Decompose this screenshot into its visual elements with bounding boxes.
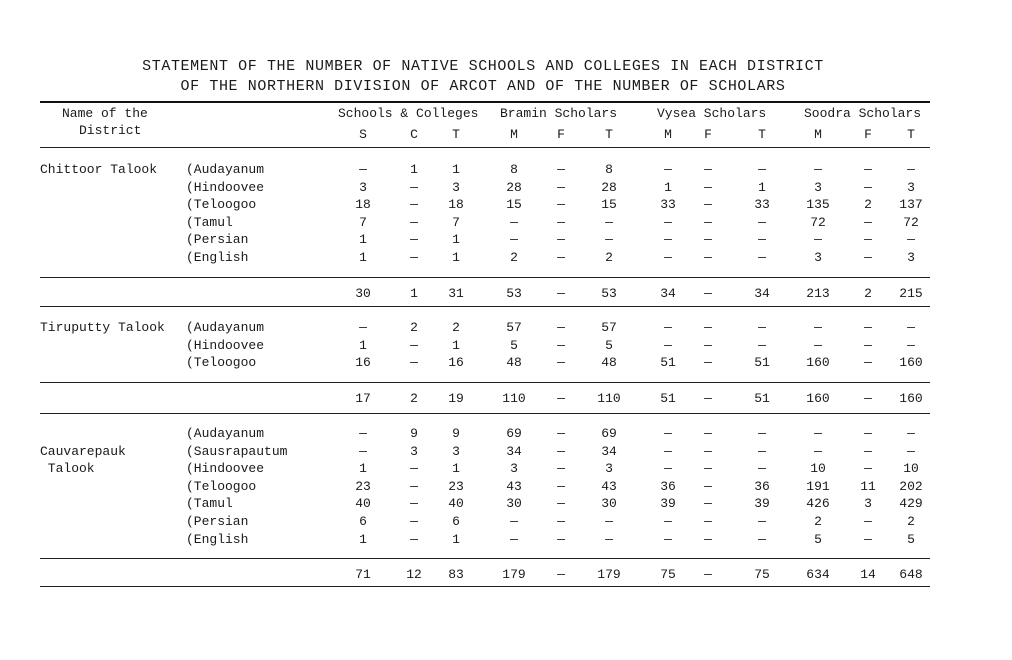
table-cell: — xyxy=(557,250,565,265)
total-cell: 53 xyxy=(506,286,522,301)
total-cell: 12 xyxy=(406,567,422,582)
header-subcol-m: M xyxy=(664,127,672,142)
row-language-label: (Audayanum xyxy=(186,162,265,177)
header-subcol-f: F xyxy=(557,127,565,142)
table-cell: — xyxy=(758,426,766,441)
table-cell: — xyxy=(704,337,712,353)
table-cell: 40 xyxy=(355,496,371,512)
table-cell: 7 xyxy=(452,214,460,230)
table-cell: 1 xyxy=(758,179,766,195)
header-subcol-t: T xyxy=(758,127,766,142)
row-language-label: (Teloogoo xyxy=(186,478,257,494)
total-cell: 110 xyxy=(502,391,526,406)
row-language-label: (Teloogoo xyxy=(186,355,257,371)
total-cell: 215 xyxy=(899,286,923,301)
table-cell: 1 xyxy=(359,250,367,265)
row-language-label: (Audayanum xyxy=(186,426,265,441)
table-cell: — xyxy=(557,179,565,195)
total-cell: 75 xyxy=(754,567,770,582)
table-cell: 3 xyxy=(452,179,460,195)
header-subcol-f: F xyxy=(704,127,712,142)
table-cell: — xyxy=(664,320,672,335)
table-cell: — xyxy=(410,250,418,265)
table-cell: — xyxy=(557,496,565,512)
table-cell: — xyxy=(758,232,766,248)
table-cell: 34 xyxy=(601,443,617,459)
table-cell: — xyxy=(605,232,613,248)
table-cell: 7 xyxy=(359,214,367,230)
table-cell: 3 xyxy=(907,179,915,195)
table-cell: 1 xyxy=(359,531,367,547)
table-cell: — xyxy=(704,496,712,512)
table-cell: — xyxy=(359,443,367,459)
table-cell: — xyxy=(758,214,766,230)
row-language-label: (Persian xyxy=(186,232,249,248)
total-cell: 51 xyxy=(754,391,770,406)
total-cell: — xyxy=(704,391,712,406)
table-cell: — xyxy=(704,250,712,265)
table-cell: — xyxy=(410,496,418,512)
table-cell: 3 xyxy=(510,461,518,477)
total-cell: 160 xyxy=(806,391,830,406)
table-cell: — xyxy=(864,320,872,335)
table-cell: — xyxy=(814,337,822,353)
total-cell: 160 xyxy=(899,391,923,406)
table-cell: — xyxy=(864,461,872,477)
table-cell: — xyxy=(704,514,712,529)
document-title-line-2: OF THE NORTHERN DIVISION OF ARCOT AND OF THE NUMBER OF SCHOLARS xyxy=(180,78,786,95)
row-language-label: (Persian xyxy=(186,514,249,529)
district-name: Tiruputty Talook xyxy=(40,320,165,335)
total-cell: — xyxy=(864,391,872,406)
table-cell: 10 xyxy=(903,461,919,477)
table-cell: — xyxy=(557,214,565,230)
table-cell: — xyxy=(664,514,672,529)
table-cell: — xyxy=(864,355,872,371)
table-cell: — xyxy=(664,426,672,441)
table-cell: — xyxy=(864,531,872,547)
table-cell: 33 xyxy=(754,197,770,213)
table-cell: 2 xyxy=(410,320,418,335)
row-language-label: (Sausrapautum xyxy=(186,443,288,459)
total-cell: 2 xyxy=(864,286,872,301)
table-cell: — xyxy=(814,162,822,177)
table-rule xyxy=(40,586,930,587)
total-cell: 179 xyxy=(597,567,621,582)
table-cell: — xyxy=(704,443,712,459)
table-cell: — xyxy=(664,531,672,547)
table-cell: 1 xyxy=(410,162,418,177)
table-cell: 3 xyxy=(864,496,872,512)
table-cell: — xyxy=(410,355,418,371)
table-cell: 28 xyxy=(601,179,617,195)
table-cell: — xyxy=(758,337,766,353)
table-cell: 137 xyxy=(899,197,923,213)
table-cell: 18 xyxy=(448,197,464,213)
table-cell: — xyxy=(359,320,367,335)
table-cell: 2 xyxy=(510,250,518,265)
table-cell: — xyxy=(704,461,712,477)
table-cell: 5 xyxy=(605,337,613,353)
table-cell: 1 xyxy=(452,162,460,177)
total-cell: 31 xyxy=(448,286,464,301)
table-cell: — xyxy=(359,426,367,441)
total-cell: — xyxy=(557,391,565,406)
table-cell: 18 xyxy=(355,197,371,213)
table-cell: — xyxy=(410,214,418,230)
row-language-label: (English xyxy=(186,250,249,265)
table-cell: — xyxy=(664,250,672,265)
total-cell: 34 xyxy=(660,286,676,301)
table-cell: — xyxy=(758,162,766,177)
table-cell: — xyxy=(410,197,418,213)
table-cell: — xyxy=(704,355,712,371)
table-cell: 72 xyxy=(903,214,919,230)
table-cell: 15 xyxy=(506,197,522,213)
table-cell: — xyxy=(704,197,712,213)
total-cell: 110 xyxy=(597,391,621,406)
table-cell: — xyxy=(907,320,915,335)
table-cell: — xyxy=(704,179,712,195)
total-cell: — xyxy=(704,567,712,582)
table-cell: 3 xyxy=(359,179,367,195)
table-cell: 57 xyxy=(601,320,617,335)
total-cell: 634 xyxy=(806,567,830,582)
table-cell: 51 xyxy=(754,355,770,371)
total-cell: 17 xyxy=(355,391,371,406)
table-cell: 8 xyxy=(510,162,518,177)
table-cell: 9 xyxy=(452,426,460,441)
table-cell: — xyxy=(664,337,672,353)
table-cell: 426 xyxy=(806,496,830,512)
table-cell: — xyxy=(510,214,518,230)
table-cell: 11 xyxy=(860,478,876,494)
row-language-label: (Audayanum xyxy=(186,320,265,335)
table-cell: 6 xyxy=(452,514,460,529)
table-cell: 51 xyxy=(660,355,676,371)
table-cell: 6 xyxy=(359,514,367,529)
table-cell: 69 xyxy=(601,426,617,441)
table-cell: — xyxy=(664,461,672,477)
table-cell: — xyxy=(557,443,565,459)
header-group-schools: Schools & Colleges xyxy=(338,106,479,121)
header-group-vysea: Vysea Scholars xyxy=(657,106,767,121)
table-cell: — xyxy=(557,426,565,441)
table-cell: — xyxy=(605,214,613,230)
table-cell: 1 xyxy=(452,337,460,353)
table-cell: — xyxy=(557,478,565,494)
table-cell: — xyxy=(605,531,613,547)
table-cell: 1 xyxy=(359,461,367,477)
table-cell: 2 xyxy=(452,320,460,335)
row-language-label: (Teloogoo xyxy=(186,197,257,213)
district-name: Chittoor Talook xyxy=(40,162,158,177)
row-language-label: (Hindoovee xyxy=(186,179,265,195)
table-cell: 135 xyxy=(806,197,830,213)
table-rule xyxy=(40,413,930,414)
table-cell: 40 xyxy=(448,496,464,512)
table-cell: 1 xyxy=(664,179,672,195)
table-cell: — xyxy=(557,197,565,213)
header-subcol-t: T xyxy=(907,127,915,142)
total-cell: 34 xyxy=(754,286,770,301)
table-cell: 429 xyxy=(899,496,923,512)
table-cell: 2 xyxy=(605,250,613,265)
table-cell: — xyxy=(704,478,712,494)
table-cell: 2 xyxy=(907,514,915,529)
table-cell: 3 xyxy=(452,443,460,459)
table-cell: — xyxy=(758,461,766,477)
table-cell: 15 xyxy=(601,197,617,213)
table-rule xyxy=(40,277,930,278)
table-cell: 23 xyxy=(448,478,464,494)
row-language-label: (Tamul xyxy=(186,496,233,512)
table-cell: — xyxy=(510,514,518,529)
table-cell: — xyxy=(704,162,712,177)
table-cell: 3 xyxy=(410,443,418,459)
table-cell: 160 xyxy=(806,355,830,371)
total-cell: 30 xyxy=(355,286,371,301)
table-cell: — xyxy=(704,426,712,441)
table-cell: — xyxy=(864,426,872,441)
total-cell: — xyxy=(704,286,712,301)
table-cell: — xyxy=(864,214,872,230)
total-cell: 179 xyxy=(502,567,526,582)
total-cell: 213 xyxy=(806,286,830,301)
table-cell: — xyxy=(907,162,915,177)
total-cell: 75 xyxy=(660,567,676,582)
header-group-bramin: Bramin Scholars xyxy=(500,106,618,121)
table-cell: 3 xyxy=(907,250,915,265)
table-cell: 72 xyxy=(810,214,826,230)
table-cell: — xyxy=(557,320,565,335)
table-cell: — xyxy=(704,320,712,335)
table-cell: — xyxy=(410,337,418,353)
table-cell: 8 xyxy=(605,162,613,177)
row-language-label: (English xyxy=(186,531,249,547)
table-cell: 36 xyxy=(754,478,770,494)
table-cell: — xyxy=(864,514,872,529)
table-cell: 28 xyxy=(506,179,522,195)
header-subcol-f: F xyxy=(864,127,872,142)
table-cell: — xyxy=(758,443,766,459)
table-cell: — xyxy=(664,443,672,459)
table-cell: 2 xyxy=(814,514,822,529)
table-cell: 43 xyxy=(601,478,617,494)
header-name-of-the: Name of the xyxy=(62,106,148,121)
table-cell: 48 xyxy=(506,355,522,371)
table-cell: — xyxy=(864,337,872,353)
table-cell: 34 xyxy=(506,443,522,459)
table-cell: 16 xyxy=(355,355,371,371)
table-cell: 1 xyxy=(452,461,460,477)
header-subcol-t: T xyxy=(452,127,460,142)
table-cell: — xyxy=(814,426,822,441)
table-cell: — xyxy=(557,461,565,477)
total-cell: — xyxy=(557,286,565,301)
table-cell: — xyxy=(704,214,712,230)
total-cell: 19 xyxy=(448,391,464,406)
table-cell: 202 xyxy=(899,478,923,494)
table-cell: 39 xyxy=(754,496,770,512)
header-subcol-m: M xyxy=(510,127,518,142)
table-cell: — xyxy=(605,514,613,529)
row-language-label: (Tamul xyxy=(186,214,233,230)
table-cell: — xyxy=(410,232,418,248)
table-cell: — xyxy=(664,232,672,248)
table-cell: — xyxy=(704,232,712,248)
total-cell: 53 xyxy=(601,286,617,301)
table-cell: 160 xyxy=(899,355,923,371)
table-cell: — xyxy=(907,232,915,248)
total-cell: 1 xyxy=(410,286,418,301)
table-top-rule xyxy=(40,101,930,103)
table-cell: 48 xyxy=(601,355,617,371)
total-cell: 83 xyxy=(448,567,464,582)
table-cell: 30 xyxy=(601,496,617,512)
table-cell: — xyxy=(557,531,565,547)
table-cell: 1 xyxy=(452,232,460,248)
table-cell: — xyxy=(557,355,565,371)
table-cell: 191 xyxy=(806,478,830,494)
header-group-soodra: Soodra Scholars xyxy=(804,106,922,121)
document-title-line-1: STATEMENT OF THE NUMBER OF NATIVE SCHOOLS AND COLLEGES IN EACH DISTRICT xyxy=(142,58,824,75)
table-cell: 2 xyxy=(864,197,872,213)
table-rule xyxy=(40,382,930,383)
table-cell: — xyxy=(907,337,915,353)
table-cell: — xyxy=(704,531,712,547)
table-cell: — xyxy=(907,443,915,459)
district-name: Cauvarepauk xyxy=(40,443,126,459)
table-cell: 1 xyxy=(452,250,460,265)
table-cell: 1 xyxy=(359,337,367,353)
table-cell: — xyxy=(758,531,766,547)
table-cell: 5 xyxy=(907,531,915,547)
table-cell: — xyxy=(510,232,518,248)
total-cell: 71 xyxy=(355,567,371,582)
total-cell: 648 xyxy=(899,567,923,582)
header-bottom-rule xyxy=(40,147,930,148)
header-subcol-t: T xyxy=(605,127,613,142)
table-cell: — xyxy=(864,162,872,177)
table-cell: — xyxy=(758,514,766,529)
table-cell: — xyxy=(907,426,915,441)
header-district: District xyxy=(79,123,142,138)
district-name: Talook xyxy=(40,461,95,477)
table-cell: — xyxy=(664,162,672,177)
table-cell: — xyxy=(758,250,766,265)
table-cell: 23 xyxy=(355,478,371,494)
table-cell: — xyxy=(814,232,822,248)
table-cell: — xyxy=(557,162,565,177)
header-subcol-c: C xyxy=(410,127,418,142)
table-cell: — xyxy=(557,514,565,529)
table-rule xyxy=(40,306,930,307)
table-cell: 5 xyxy=(814,531,822,547)
table-cell: — xyxy=(410,514,418,529)
table-cell: — xyxy=(864,232,872,248)
table-cell: — xyxy=(814,320,822,335)
table-cell: — xyxy=(864,179,872,195)
table-cell: — xyxy=(814,443,822,459)
table-cell: 69 xyxy=(506,426,522,441)
table-cell: 1 xyxy=(359,232,367,248)
table-cell: 33 xyxy=(660,197,676,213)
table-cell: — xyxy=(864,443,872,459)
table-cell: 5 xyxy=(510,337,518,353)
table-cell: 3 xyxy=(814,179,822,195)
table-cell: 57 xyxy=(506,320,522,335)
table-cell: 43 xyxy=(506,478,522,494)
table-cell: 1 xyxy=(452,531,460,547)
table-cell: 30 xyxy=(506,496,522,512)
table-cell: 3 xyxy=(814,250,822,265)
table-cell: — xyxy=(664,214,672,230)
total-cell: — xyxy=(557,567,565,582)
total-cell: 51 xyxy=(660,391,676,406)
table-cell: — xyxy=(557,232,565,248)
table-cell: 16 xyxy=(448,355,464,371)
table-cell: 9 xyxy=(410,426,418,441)
table-cell: 36 xyxy=(660,478,676,494)
total-cell: 14 xyxy=(860,567,876,582)
table-cell: 10 xyxy=(810,461,826,477)
table-cell: — xyxy=(410,461,418,477)
table-cell: — xyxy=(864,250,872,265)
table-cell: — xyxy=(410,179,418,195)
table-cell: — xyxy=(758,320,766,335)
table-cell: — xyxy=(410,478,418,494)
row-language-label: (Hindoovee xyxy=(186,337,265,353)
table-rule xyxy=(40,558,930,559)
table-cell: 39 xyxy=(660,496,676,512)
header-subcol-m: M xyxy=(814,127,822,142)
row-language-label: (Hindoovee xyxy=(186,461,265,477)
table-cell: — xyxy=(510,531,518,547)
table-cell: — xyxy=(410,531,418,547)
total-cell: 2 xyxy=(410,391,418,406)
header-subcol-s: S xyxy=(359,127,367,142)
table-cell: — xyxy=(359,162,367,177)
table-cell: 3 xyxy=(605,461,613,477)
table-cell: — xyxy=(557,337,565,353)
